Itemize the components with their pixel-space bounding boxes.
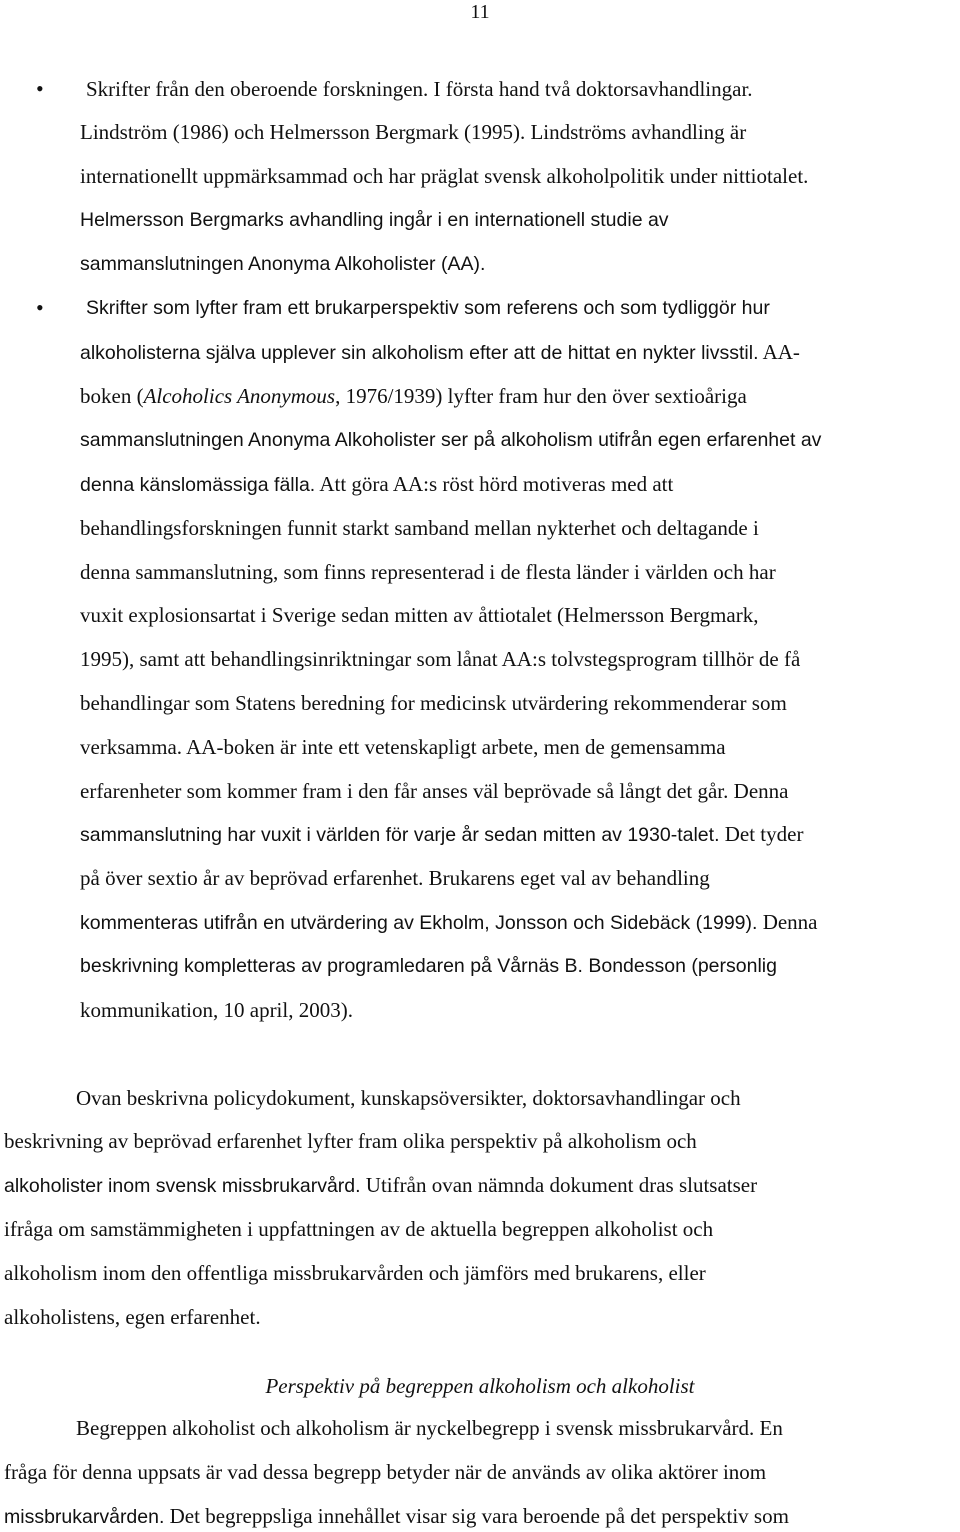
text-line — [80, 865, 710, 894]
text-span: på över sextio år av beprövad erfarenhet. — [80, 866, 424, 890]
text-line — [80, 909, 818, 938]
text-line: kommunikation, 10 april, 2003). — [80, 998, 353, 1022]
text-span: Det begreppsliga innehållet visar sig vara beroende på det perspektiv som — [164, 1504, 789, 1528]
section-heading: Perspektiv på begreppen alkoholism och alkoholist — [265, 1374, 695, 1398]
text-line: sammanslutningen Anonyma Alkoholister (AA). — [80, 253, 486, 275]
text-line: denna sammanslutning, som finns representerad i de flesta länder i världen och har — [80, 560, 776, 584]
text-line: Skrifter som lyfter fram ett brukarperspektiv som referens och som tydliggör hur — [86, 297, 770, 319]
text-line: ifråga om samstämmigheten i uppfattningen av de aktuella begreppen alkoholist och — [4, 1217, 714, 1241]
text-line: alkoholism inom den offentliga missbrukarvården och jämförs med brukarens, eller — [4, 1261, 706, 1285]
text-line — [80, 339, 800, 368]
text-line — [4, 1172, 757, 1201]
bullet-icon: • — [36, 76, 44, 101]
text-span: Denna — [757, 910, 818, 934]
text-line: Ovan beskrivna policydokument, kunskapsöversikter, doktorsavhandlingar och — [76, 1086, 741, 1110]
text-line: verksamma. AA-boken är inte ett vetenskapligt arbete, men de gemensamma — [80, 735, 726, 759]
text-line: Skrifter från den oberoende forskningen. I första hand två doktorsavhandlingar. — [86, 77, 753, 101]
text-line — [80, 821, 803, 850]
text-line: alkoholistens, egen erfarenhet. — [4, 1305, 261, 1329]
text-span: Att göra AA:s röst hörd motiveras med att — [315, 472, 674, 496]
text-span: Brukarens eget val av behandling — [423, 866, 710, 890]
text-line: beskrivning av beprövad erfarenhet lyfter fram olika perspektiv på alkoholism och — [4, 1129, 697, 1153]
text-span: Utifrån ovan nämnda dokument dras slutsatser — [360, 1173, 758, 1197]
text-span: boken ( — [80, 384, 144, 408]
text-line: Lindström (1986) och Helmersson Bergmark (1995). Lindströms avhandling är — [80, 120, 747, 144]
text-line: behandlingsforskningen funnit starkt samband mellan nykterhet och deltagande i — [80, 516, 759, 540]
text-span: Denna — [728, 779, 789, 803]
text-line: Helmersson Bergmarks avhandling ingår i en internationell studie av — [80, 209, 669, 231]
text-line — [80, 778, 788, 807]
text-span: kommenteras utifrån en utvärdering av Ekholm, Jonsson och Sidebäck (1999). — [80, 912, 758, 934]
bullet-icon: • — [36, 295, 44, 320]
text-line: beskrivning kompletteras av programledaren på Vårnäs B. Bondesson (personlig — [80, 955, 777, 977]
text-span: Det tyder — [719, 822, 804, 846]
text-span: alkoholisterna själva upplever sin alkoholism efter att de hittat en nykter livsstil. — [80, 342, 759, 364]
text-line: vuxit explosionsartat i Sverige sedan mitten av åttiotalet (Helmersson Bergmark, — [80, 603, 759, 627]
page-number: 11 — [470, 1, 490, 23]
text-span: erfarenheter som kommer fram i den får anses väl beprövade så långt det går. — [80, 779, 729, 803]
text-line — [4, 1503, 789, 1532]
text-line: sammanslutningen Anonyma Alkoholister ser på alkoholism utifrån egen erfarenhet av — [80, 429, 822, 451]
text-line: behandlingar som Statens beredning for medicinsk utvärdering rekommenderar som — [80, 691, 787, 715]
text-span: AA- — [758, 340, 800, 364]
book-title: Alcoholics Anonymous — [143, 384, 336, 408]
text-span: denna känslomässiga fälla. — [80, 474, 316, 496]
text-span: alkoholister inom svensk missbrukarvård. — [4, 1175, 361, 1197]
text-line — [80, 471, 673, 500]
text-line — [80, 383, 747, 409]
text-span: , 1976/1939) lyfter fram hur den över sextioåriga — [335, 384, 747, 408]
text-span: sammanslutning har vuxit i världen för varje år sedan mitten av 1930-talet. — [80, 824, 720, 846]
text-line: fråga för denna uppsats är vad dessa begrepp betyder när de används av olika aktörer inom — [4, 1460, 767, 1484]
text-line: Begreppen alkoholist och alkoholism är nyckelbegrepp i svensk missbrukarvård. En — [76, 1416, 783, 1440]
text-line: internationellt uppmärksammad och har präglat svensk alkoholpolitik under nittiotalet. — [80, 164, 809, 188]
text-span: missbrukarvården. — [4, 1506, 165, 1528]
text-line: 1995), samt att behandlingsinriktningar som lånat AA:s tolvstegsprogram tillhör de få — [80, 647, 801, 671]
